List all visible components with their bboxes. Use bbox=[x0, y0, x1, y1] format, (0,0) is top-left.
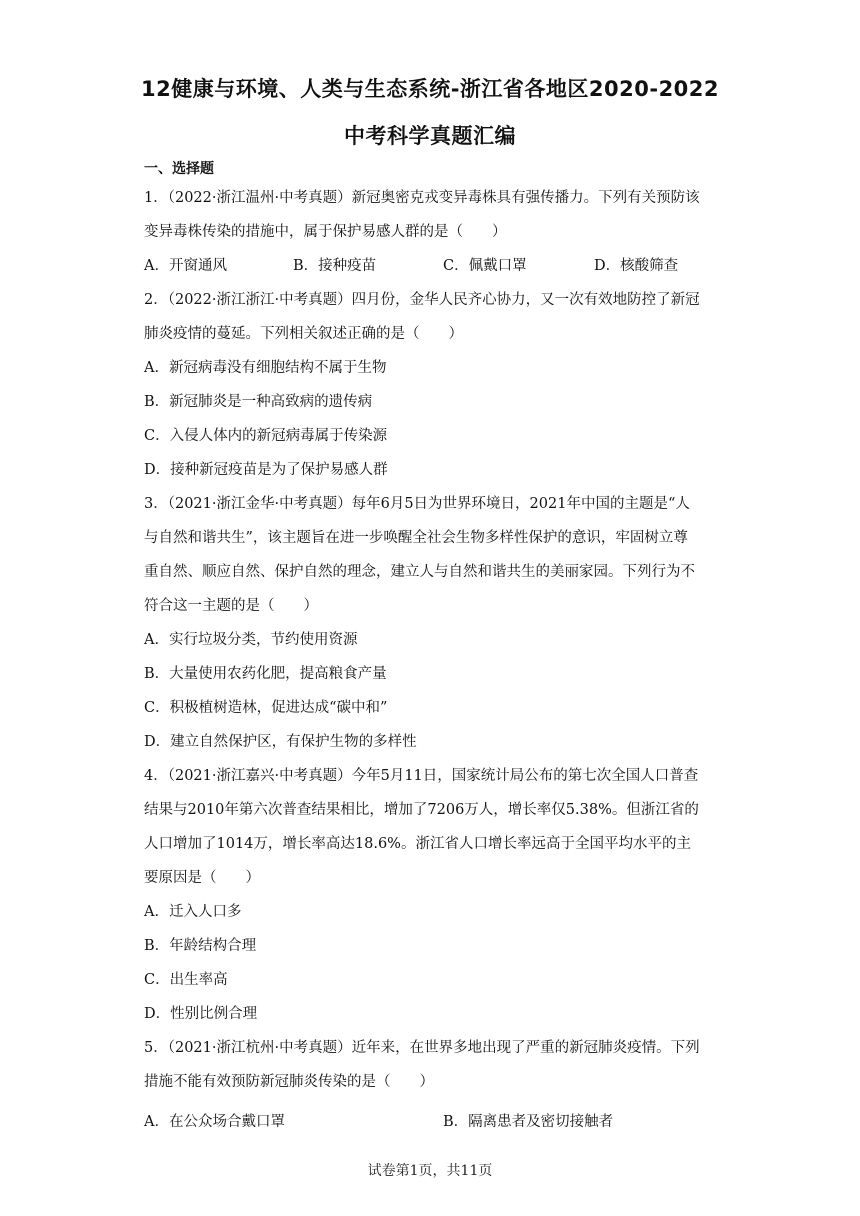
question-2-line-1: 2．（2022·浙江浙江·中考真题）四月份，金华人民齐心协力，又一次有效地防控了新冠 bbox=[144, 292, 700, 308]
question-1-line-2: 变异毒株传染的措施中，属于保护易感人群的是（ ） bbox=[144, 224, 507, 240]
question-3-line-1: 3．（2021·浙江金华·中考真题）每年6月5日为世界环境日，2021年中国的主题是“人 bbox=[144, 496, 690, 512]
question-3-line-4: 符合这一主题的是（ ） bbox=[144, 598, 318, 614]
section-heading: 一、选择题 bbox=[144, 161, 214, 177]
question-1-option-c: C．佩戴口罩 bbox=[443, 258, 527, 274]
question-3-option-d: D．建立自然保护区，有保护生物的多样性 bbox=[144, 734, 417, 750]
question-3-line-2: 与自然和谐共生”，该主题旨在进一步唤醒全社会生物多样性保护的意识，牢固树立尊 bbox=[144, 530, 688, 546]
question-4-line-1: 4．（2021·浙江嘉兴·中考真题）今年5月11日，国家统计局公布的第七次全国人口普查 bbox=[144, 768, 699, 784]
question-3-option-b: B．大量使用农药化肥，提高粮食产量 bbox=[144, 666, 387, 682]
question-4-option-d: D．性别比例合理 bbox=[144, 1006, 258, 1022]
question-2-option-a: A．新冠病毒没有细胞结构不属于生物 bbox=[144, 360, 387, 376]
document-title-line-2: 中考科学真题汇编 bbox=[344, 124, 516, 148]
question-5-line-2: 措施不能有效预防新冠肺炎传染的是（ ） bbox=[144, 1074, 434, 1090]
question-4-option-a: A．迁入人口多 bbox=[144, 904, 242, 920]
question-3-line-3: 重自然、顺应自然、保护自然的理念，建立人与自然和谐共生的美丽家园。下列行为不 bbox=[144, 564, 695, 580]
question-1-option-a: A．开窗通风 bbox=[144, 258, 227, 274]
question-5-line-1: 5．（2021·浙江杭州·中考真题）近年来，在世界多地出现了严重的新冠肺炎疫情。下列 bbox=[144, 1040, 700, 1056]
question-4-option-b: B．年龄结构合理 bbox=[144, 938, 257, 954]
question-2-option-b: B．新冠肺炎是一种高致病的遗传病 bbox=[144, 394, 373, 410]
question-2-line-2: 肺炎疫情的蔓延。下列相关叙述正确的是（ ） bbox=[144, 326, 463, 342]
question-4-line-3: 人口增加了1014万，增长率高达18.6%。浙江省人口增长率远高于全国平均水平的主 bbox=[144, 836, 691, 852]
question-4-option-c: C．出生率高 bbox=[144, 972, 228, 988]
question-5-option-b: B．隔离患者及密切接触者 bbox=[443, 1114, 614, 1130]
question-3-option-a: A．实行垃圾分类，节约使用资源 bbox=[144, 632, 358, 648]
question-4-line-4: 要原因是（ ） bbox=[144, 870, 260, 886]
question-1-option-b: B．接种疫苗 bbox=[293, 258, 377, 274]
document-title-line-1: 12健康与环境、人类与生态系统-浙江省各地区2020-2022 bbox=[140, 77, 720, 101]
question-5-option-a: A．在公众场合戴口罩 bbox=[144, 1114, 285, 1130]
page-footer: 试卷第1页，共11页 bbox=[367, 1163, 493, 1179]
question-1-line-1: 1．（2022·浙江温州·中考真题）新冠奥密克戎变异毒株具有强传播力。下列有关预防该 bbox=[144, 190, 700, 206]
question-2-option-c: C．入侵人体内的新冠病毒属于传染源 bbox=[144, 428, 388, 444]
question-3-option-c: C．积极植树造林，促进达成“碳中和” bbox=[144, 700, 388, 716]
question-2-option-d: D．接种新冠疫苗是为了保护易感人群 bbox=[144, 462, 388, 478]
question-1-option-d: D．核酸筛查 bbox=[594, 258, 679, 274]
question-4-line-2: 结果与2010年第六次普查结果相比，增加了7206万人，增长率仅5.38%。但浙江省的 bbox=[144, 802, 699, 818]
